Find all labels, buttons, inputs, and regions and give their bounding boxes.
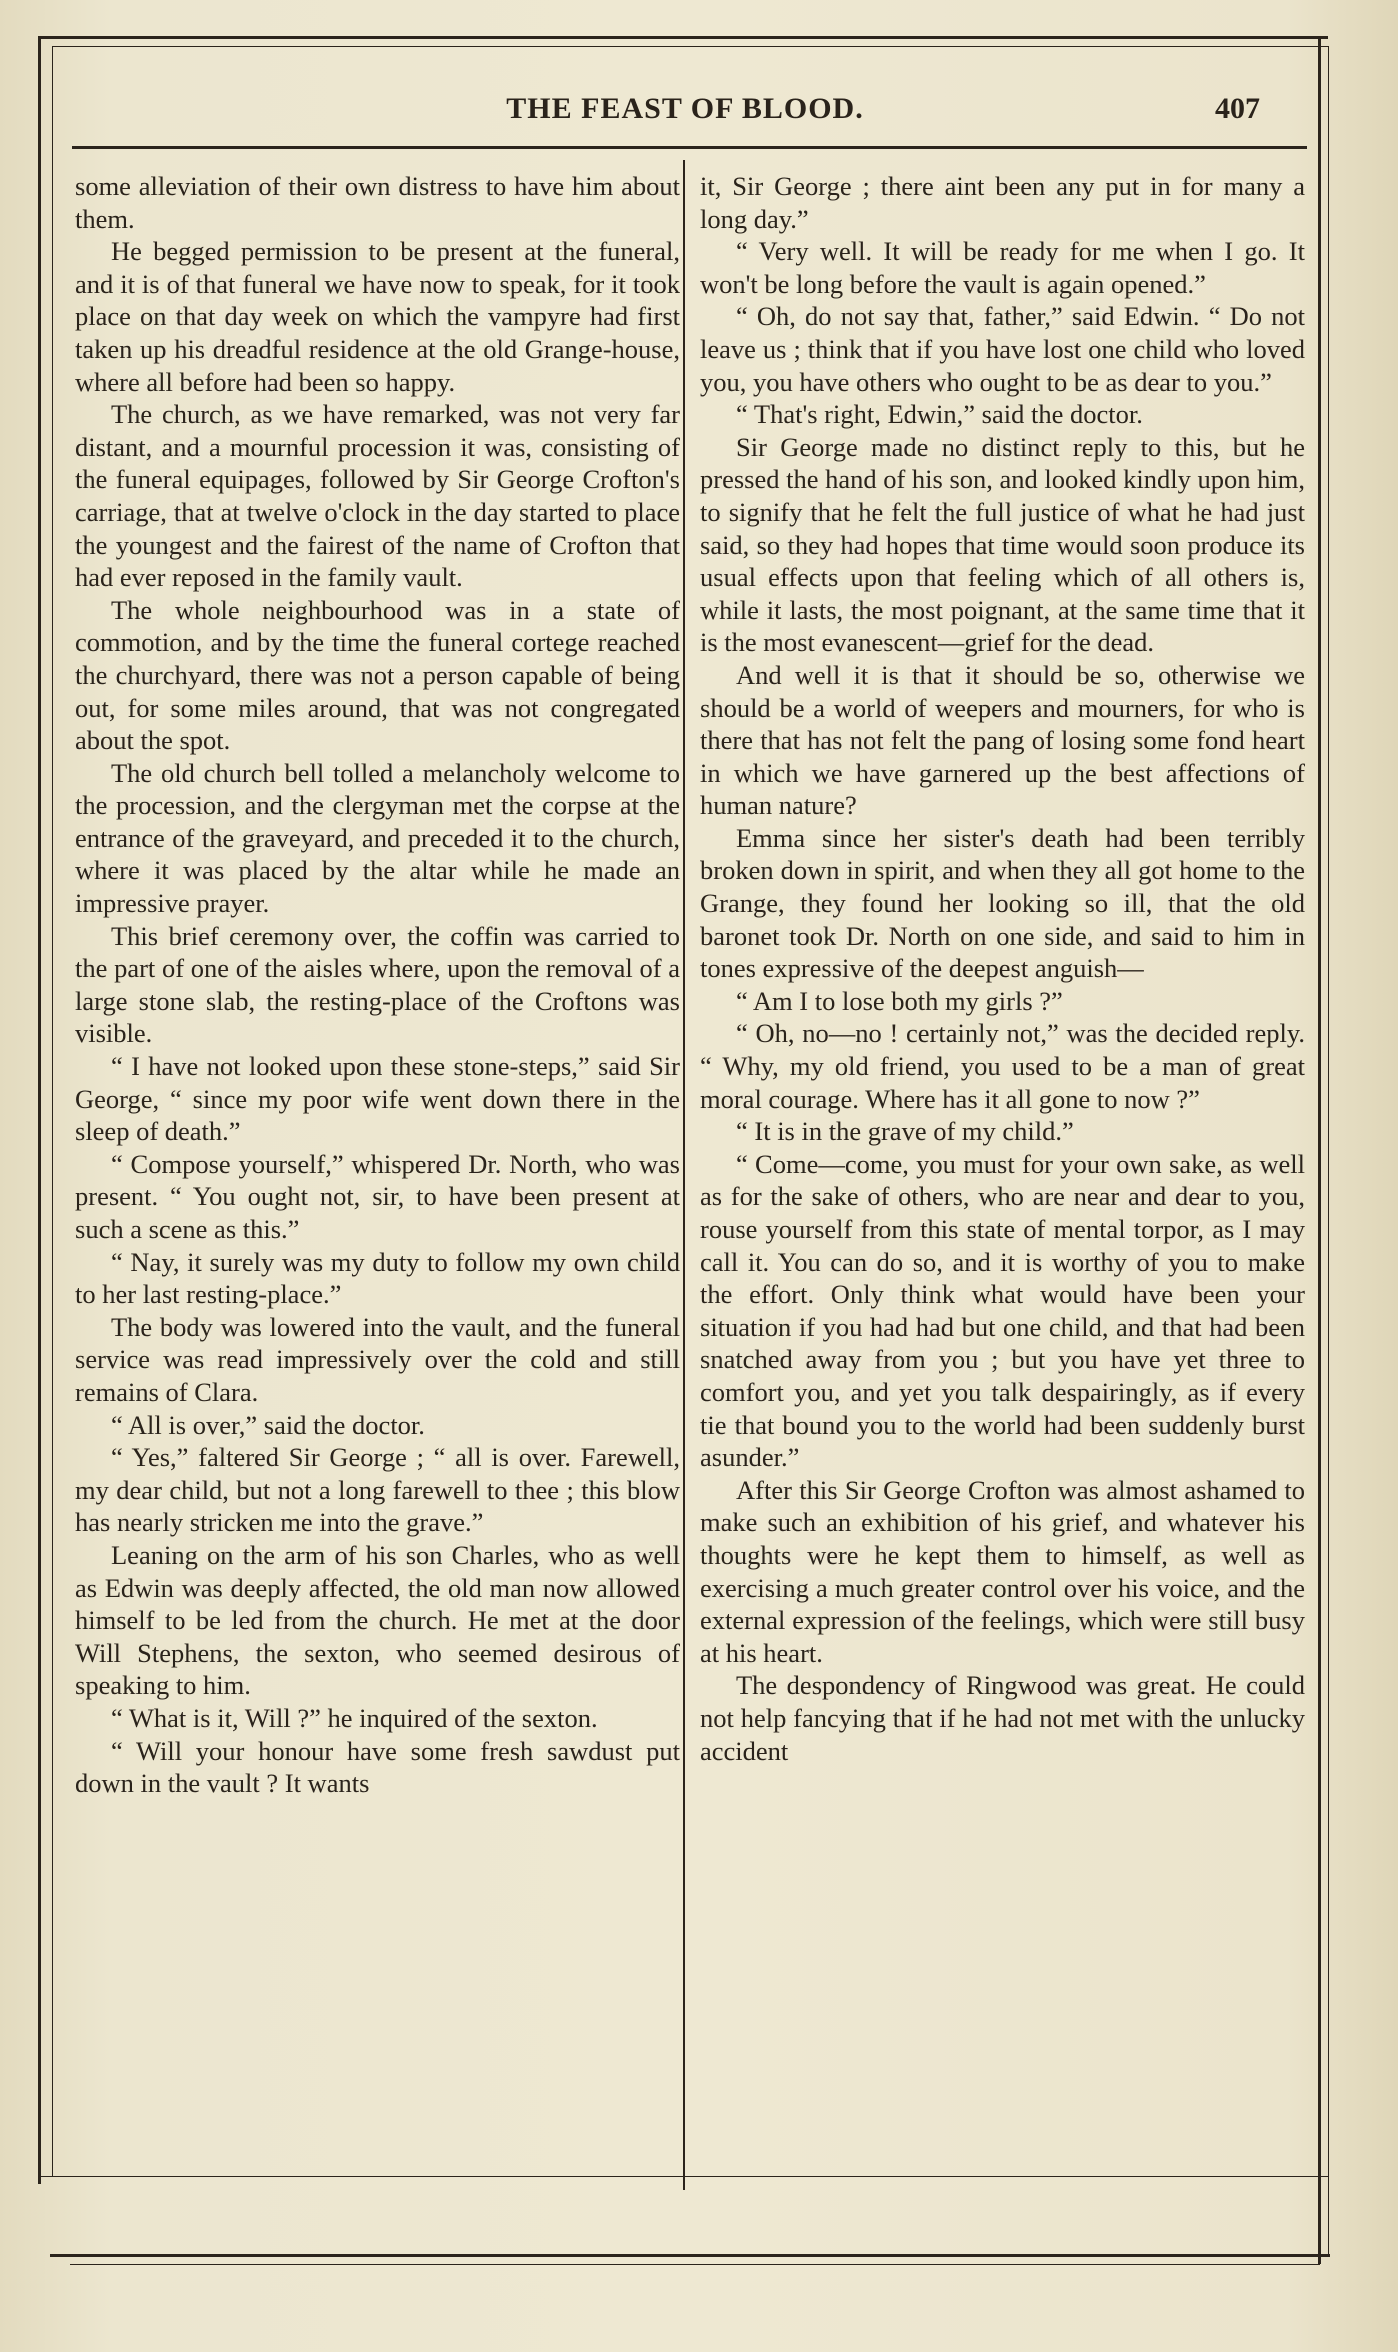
paragraph: “ Oh, no—no ! certainly not,” was the decided reply. “ Why, my old friend, you used to be a man of great moral courage. Where has it all gone to now ?” xyxy=(700,1018,1305,1114)
paragraph: “ Very well. It will be ready for me when I go. It won't be long before the vault is again opened.” xyxy=(700,236,1305,299)
right-column xyxy=(700,170,1305,2195)
paragraph: The old church bell tolled a melancholy welcome to the procession, and the clergyman met the corpse at the entrance of the graveyard, and preceded it to the church, where it was placed by the altar while he made an impressive prayer. xyxy=(75,757,680,919)
paragraph: some alleviation of their own distress to have him about them. xyxy=(75,171,680,234)
paragraph: Sir George made no distinct reply to this, but he pressed the hand of his son, and looked kindly upon him, to signify that he felt the full justice of what he had just said, so they had hopes that time would soon produce its usual effects upon that feeling which of all others is, while it lasts, the most poignant, at the same time that it is the most evanescent—grief for the dead. xyxy=(700,431,1305,658)
paragraph: “ Am I to lose both my girls ?” xyxy=(736,985,1063,1016)
paragraph: it, Sir George ; there aint been any put in for many a long day.” xyxy=(700,171,1305,234)
paragraph: The body was lowered into the vault, and the funeral service was read impressively over the cold and still remains of Clara. xyxy=(75,1311,680,1407)
paragraph: “ Oh, do not say that, father,” said Edwin. “ Do not leave us ; think that if you have lost one child who loved you, you have others who ought to be as dear to you.” xyxy=(700,301,1305,397)
frame-left-rule xyxy=(38,36,41,2184)
frame-top-rule xyxy=(38,36,1328,39)
running-header xyxy=(60,92,1310,136)
paragraph: Emma since her sister's death had been terribly broken down in spirit, and when they all got home to the Grange, they found her looking so ill, that the old baronet took Dr. North on one side, and said to him in tones expressive of the deepest anguish— xyxy=(700,822,1305,984)
frame-bottom-rule-outer xyxy=(50,2254,1330,2257)
paragraph: The despondency of Ringwood was great. He could not help fancying that if he had not met with the unlucky accident xyxy=(700,1670,1305,1766)
paragraph: “ I have not looked upon these stone-steps,” said Sir George, “ since my poor wife went down there in the sleep of death.” xyxy=(75,1051,680,1147)
paragraph: “ Will your honour have some fresh sawdust put down in the vault ? It wants xyxy=(75,1735,680,1799)
paragraph: “ Nay, it surely was my duty to follow my own child to her last resting-place.” xyxy=(75,1246,680,1310)
paragraph: Leaning on the arm of his son Charles, who as well as Edwin was deeply affected, the old man now allowed himself to be led from the church. He met at the door Will Stephens, the sexton, who seemed desirous of speaking to him. xyxy=(75,1539,680,1701)
paragraph: “ What is it, Will ?” he inquired of the sexton. xyxy=(111,1702,598,1733)
frame-right-rule-outer xyxy=(1328,46,1329,2254)
frame-left-rule-inner xyxy=(52,46,53,2176)
frame-bottom-rule-thin xyxy=(70,2264,1320,2265)
paragraph: “ Come—come, you must for your own sake, as well as for the sake of others, who are near and dear to you, rouse yourself from this state of mental torpor, as I may call it. You can do so, and it is worthy of you to make the effort. Only think what would have been your situation if you had had but one child, and that had been snatched away from you ; but you have yet three to comfort you, and yet you talk despairingly, as if every tie that bound you to the world had been suddenly burst asunder.” xyxy=(700,1148,1305,1473)
paragraph: The whole neighbourhood was in a state of commotion, and by the time the funeral cortege reached the churchyard, there was not a person capable of being out, for some miles around, that was not congregated about the spot. xyxy=(75,594,680,756)
paragraph: “ Compose yourself,” whispered Dr. North, who was present. “ You ought not, sir, to have been present at such a scene as this.” xyxy=(75,1148,680,1244)
paragraph: “ It is in the grave of my child.” xyxy=(736,1116,1074,1147)
paragraph: “ All is over,” said the doctor. xyxy=(111,1409,425,1440)
paragraph: And well it is that it should be so, otherwise we should be a world of weepers and mourners, for who is there that has not felt the pang of losing some fond heart in which we have garnered up the best affections of human nature? xyxy=(700,659,1305,821)
paragraph: He begged permission to be present at the funeral, and it is of that funeral we have now to speak, for it took place on that day week on which the vampyre had first taken up his dreadful residence at the old Grange-house, where all before had been so happy. xyxy=(75,236,680,397)
paragraph: After this Sir George Crofton was almost ashamed to make such an exhibition of his grief, and whatever his thoughts were he kept them to himself, as well as exercising a much greater control over his voice, and the external expression of the feelings, which were still busy at his heart. xyxy=(700,1474,1305,1668)
left-column xyxy=(75,170,680,2195)
frame-right-rule xyxy=(1318,36,1321,2264)
page-number: 407 xyxy=(1215,92,1260,125)
paragraph: The church, as we have remarked, was not very far distant, and a mournful procession it was, consisting of the funeral equipages, followed by Sir George Crofton's carriage, that at twelve o'clock in the day started to place the youngest and the fairest of the name of Crofton that had ever reposed in the family vault. xyxy=(75,399,680,593)
paragraph: “ Yes,” faltered Sir George ; “ all is over. Farewell, my dear child, but not a long farewell to thee ; this blow has nearly stricken me into the grave.” xyxy=(75,1442,680,1538)
column-divider xyxy=(683,160,685,2190)
paragraph: This brief ceremony over, the coffin was carried to the part of one of the aisles where, upon the removal of a large stone slab, the resting-place of the Croftons was visible. xyxy=(75,920,680,1049)
paragraph: “ That's right, Edwin,” said the doctor. xyxy=(736,399,1143,430)
frame-top-rule-inner xyxy=(52,46,1328,47)
running-title: THE FEAST OF BLOOD. xyxy=(506,92,864,125)
header-rule xyxy=(72,146,1307,149)
